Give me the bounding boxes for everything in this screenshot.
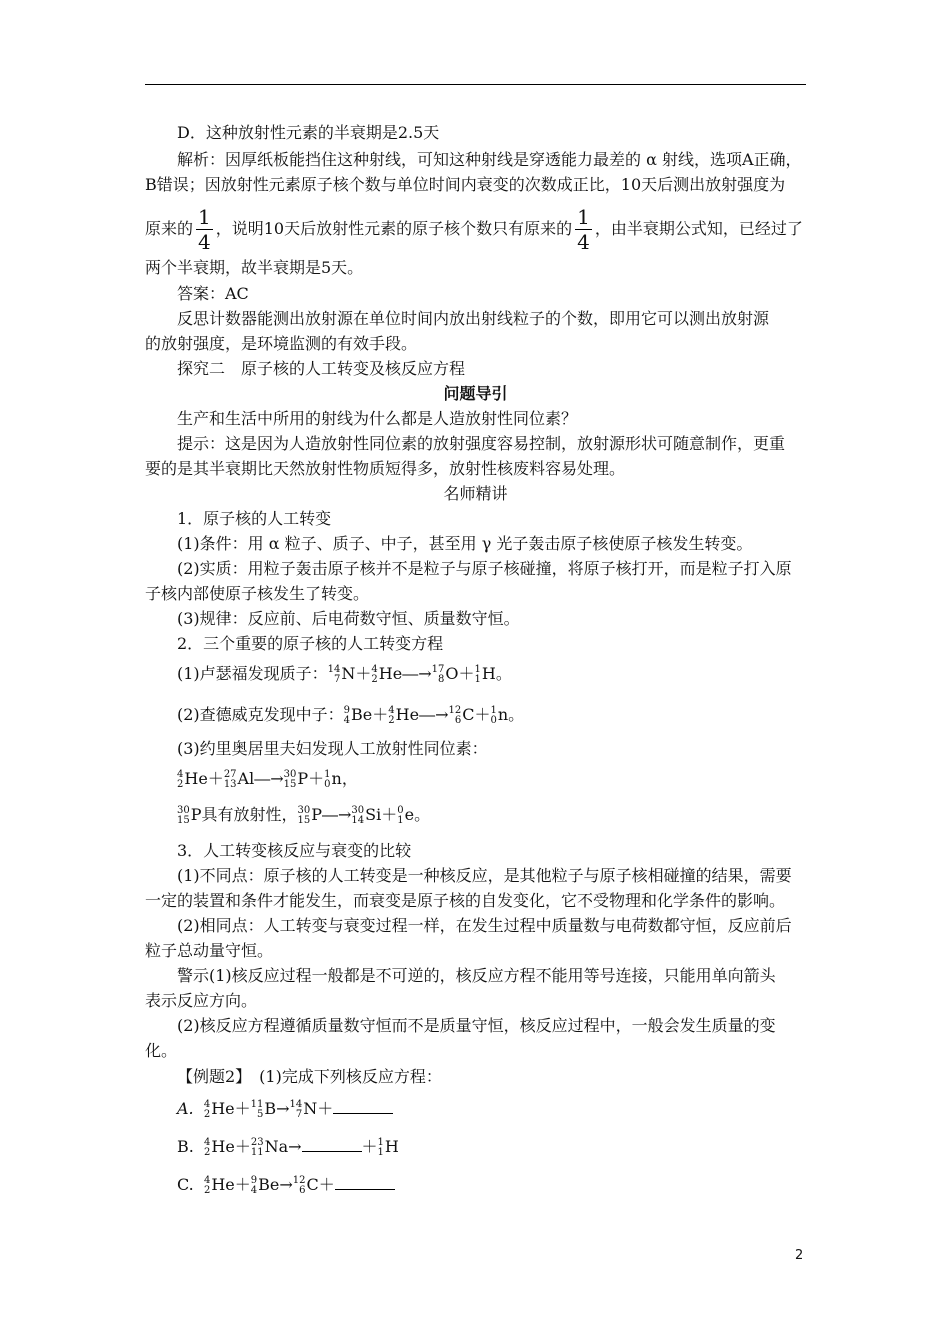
- point-3: (3)规律：反应前、后电荷数守恒、质量数守恒。: [177, 609, 520, 628]
- question-line: 生产和生活中所用的射线为什么都是人造放射性同位素？: [177, 409, 578, 428]
- exercise-option-c: C. 4 2 He＋ 9 4 Be→ 12 6 C＋: [177, 1174, 847, 1196]
- answer-blank: [333, 1099, 393, 1114]
- exercise-option-b: B. 4 2 He＋ 23 11 Na→ ＋ 1 1 H: [177, 1136, 399, 1158]
- answer-blank: [302, 1137, 362, 1152]
- text-segment: ，说明10天后放射性元素的原子核个数只有原来的: [215, 219, 573, 238]
- point-1: (1)条件：用 α 粒子、质子、中子，甚至用 γ 光子轰击原子核使原子核发生转变。: [177, 534, 753, 553]
- warning-2b: 化。: [145, 1041, 178, 1060]
- warning-2a: (2)核反应方程遵循质量数守恒而不是质量守恒，核反应过程中，一般会发生质量的变: [177, 1016, 776, 1035]
- compare-2a: (2)相同点：人工转变与衰变过程一样，在发生过程中质量数与电荷数都守恒，反应前后: [177, 916, 792, 935]
- equation-rutherford: (1)卢瑟福发现质子： 14 7 N＋ 4 2 He―→ 17 8 O＋ 1 1 H。: [177, 663, 512, 685]
- fraction-one-quarter: $\frac{1}{4}$: [198, 205, 211, 254]
- text-segment: 原来的: [145, 219, 194, 238]
- heading-3: 3．人工转变核反应与衰变的比较: [177, 841, 412, 860]
- compare-1b: 一定的装置和条件才能发生，而衰变是原子核的自发变化，它不受物理和化学条件的影响。: [145, 891, 786, 910]
- heading-2: 2．三个重要的原子核的人工转变方程: [177, 634, 444, 653]
- teacher-title: 名师精讲: [443, 484, 508, 503]
- heading-1: 1．原子核的人工转变: [177, 509, 332, 528]
- equation-chadwick: (2)查德威克发现中子： 9 4 Be＋ 4 2 He―→ 12 6 C＋ 1 0 n。: [177, 704, 525, 726]
- page-number: 2: [795, 1248, 804, 1263]
- fraction-one-quarter: $\frac{1}{4}$: [577, 205, 590, 254]
- equation-joliot-1: 4 2 He＋ 27 13 Al―→ 30 15 P＋ 1 0 n，: [177, 768, 358, 790]
- hint-line-1: 提示：这是因为人造放射性同位素的放射强度容易控制，放射源形状可随意制作，更重: [177, 434, 786, 453]
- answer-blank: [335, 1175, 395, 1190]
- equation-joliot-label: (3)约里奥居里夫妇发现人工放射性同位素：: [177, 739, 488, 758]
- section-heading: 探究二 原子核的人工转变及核反应方程: [177, 359, 466, 378]
- exercise-option-a: A. 4 2 He＋ 11 5 B→ 14 7 N＋: [177, 1098, 847, 1120]
- option-d: D．这种放射性元素的半衰期是2.5天: [177, 123, 440, 142]
- reflect-line-1: 反思计数器能测出放射源在单位时间内放出射线粒子的个数，即用它可以测出放射源: [177, 309, 770, 328]
- warning-1a: 警示(1)核反应过程一般都是不可逆的，核反应方程不能用等号连接，只能用单向箭头: [177, 966, 776, 985]
- compare-1a: (1)不同点：原子核的人工转变是一种核反应，是其他粒子与原子核相碰撞的结果，需要: [177, 866, 792, 885]
- compare-2b: 粒子总动量守恒。: [145, 941, 274, 960]
- analysis-line-3: [145, 205, 815, 254]
- analysis-line-1: 解析：因厚纸板能挡住这种射线，可知这种射线是穿透能力最差的 α 射线，选项A正确，: [177, 150, 802, 169]
- header-rule: [145, 84, 806, 85]
- point-2b: 子核内部使原子核发生了转变。: [145, 584, 370, 603]
- equation-joliot-2: 30 15 P具有放射性， 30 15 P―→ 30 14 Si＋ 0 1 e。: [177, 804, 431, 826]
- text-segment: ，由半衰期公式知，已经过了: [594, 219, 803, 238]
- point-2a: (2)实质：用粒子轰击原子核并不是粒子与原子核碰撞，将原子核打开，而是粒子打入原: [177, 559, 792, 578]
- hint-line-2: 要的是其半衰期比天然放射性物质短得多，放射性核废料容易处理。: [145, 459, 626, 478]
- warning-1b: 表示反应方向。: [145, 991, 258, 1010]
- reflect-line-2: 的放射强度，是环境监测的有效手段。: [145, 334, 418, 353]
- analysis-line-4: 两个半衰期，故半衰期是5天。: [145, 258, 364, 277]
- example-heading: 【例题2】 (1)完成下列核反应方程：: [177, 1067, 442, 1086]
- guide-title: 问题导引: [443, 384, 508, 403]
- answer-line: 答案：AC: [177, 284, 249, 303]
- analysis-line-2: B错误；因放射性元素原子核个数与单位时间内衰变的次数成正比，10天后测出放射强度为: [145, 175, 786, 194]
